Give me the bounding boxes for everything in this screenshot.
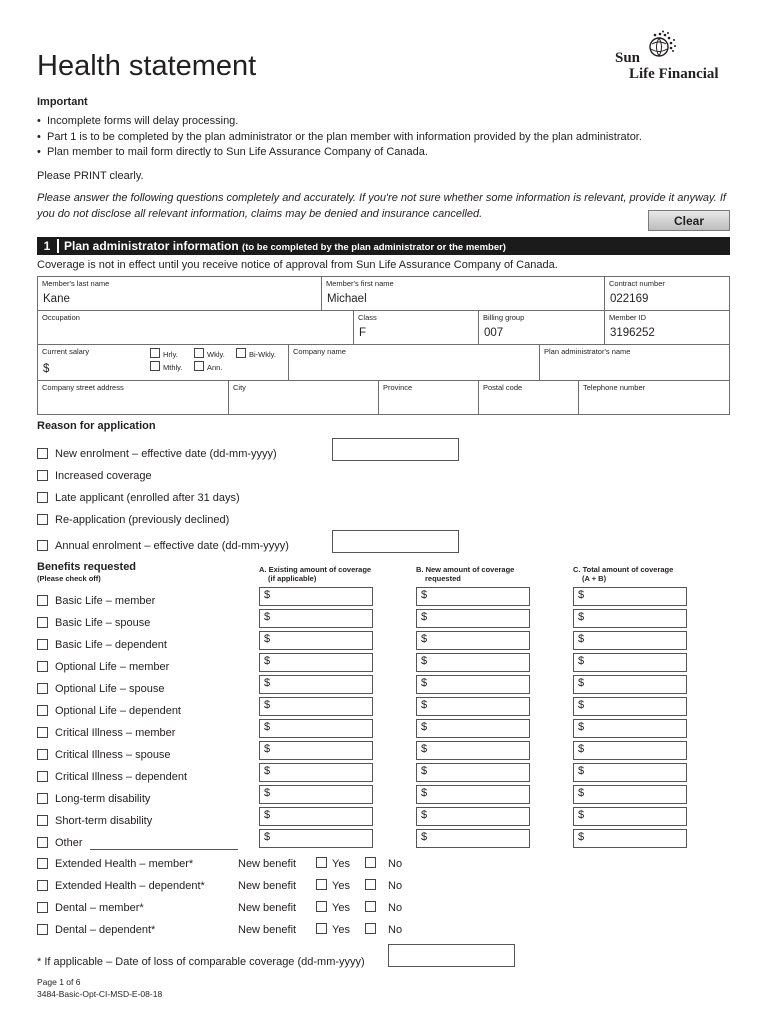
currency-symbol: $	[421, 765, 428, 777]
clear-button[interactable]: Clear	[648, 210, 730, 231]
currency-symbol: $	[578, 611, 585, 623]
yes-checkbox[interactable]	[316, 901, 327, 912]
coverage-notice: Coverage is not in effect until you receive notice of approval from Sun Life Assurance Company of Canada.	[37, 259, 558, 271]
total-amount-input[interactable]	[573, 609, 687, 628]
field-value: 007	[484, 327, 504, 339]
current-salary-field[interactable]	[37, 344, 289, 381]
benefit-checkbox[interactable]	[37, 661, 48, 672]
new-benefit-label: New benefit	[238, 902, 297, 914]
total-amount-input[interactable]	[573, 829, 687, 848]
yes-label: Yes	[332, 858, 350, 870]
late-applicant-checkbox[interactable]	[37, 492, 48, 503]
section-divider	[57, 239, 59, 253]
no-checkbox[interactable]	[365, 857, 376, 868]
plan-admin-name-field[interactable]	[539, 344, 730, 381]
annual-enrolment-date-input[interactable]	[332, 530, 459, 553]
total-amount-input[interactable]	[573, 785, 687, 804]
field-value: 3196252	[610, 327, 655, 339]
currency-symbol: $	[264, 677, 271, 689]
sun-life-logo	[612, 30, 737, 86]
currency-symbol: $	[264, 809, 271, 821]
field-label: Member's last name	[42, 279, 110, 288]
column-b-header	[416, 565, 514, 583]
currency-symbol: $	[421, 831, 428, 843]
annual-enrolment-checkbox[interactable]	[37, 540, 48, 551]
currency-symbol: $	[264, 831, 271, 843]
footnote: * If applicable – Date of loss of comparable coverage (dd-mm-yyyy)	[37, 956, 365, 968]
health-benefit-checkbox[interactable]	[37, 902, 48, 913]
no-label: No	[388, 924, 403, 936]
field-label: Province	[383, 383, 413, 392]
currency-symbol: $	[264, 721, 271, 733]
existing-amount-input[interactable]	[259, 785, 373, 804]
currency-symbol: $	[421, 699, 428, 711]
no-label: No	[388, 902, 403, 914]
column-header-line: A. Existing amount of coverage	[259, 565, 372, 574]
benefits-heading: Benefits requested	[37, 561, 137, 573]
existing-amount-input[interactable]	[259, 829, 373, 848]
field-label: Contract number	[609, 279, 665, 288]
page-title: Health statement	[37, 50, 257, 82]
no-label: No	[388, 880, 403, 892]
total-amount-input[interactable]	[573, 587, 687, 606]
new-amount-input[interactable]	[416, 785, 530, 804]
column-header-line: (if applicable)	[268, 574, 317, 583]
reason-label: Late applicant (enrolled after 31 days)	[55, 492, 240, 504]
existing-amount-input[interactable]	[259, 763, 373, 782]
existing-amount-input[interactable]	[259, 609, 373, 628]
field-label: Billing group	[483, 313, 525, 322]
benefit-label: Basic Life – spouse	[55, 617, 151, 629]
increased-coverage-checkbox[interactable]	[37, 470, 48, 481]
total-amount-input[interactable]	[573, 807, 687, 826]
sun-globe-icon	[644, 30, 678, 60]
footer	[37, 976, 162, 1000]
no-checkbox[interactable]	[365, 879, 376, 890]
member-id-field[interactable]	[604, 310, 730, 345]
biweekly-checkbox[interactable]	[236, 348, 246, 358]
total-amount-input[interactable]	[573, 653, 687, 672]
checkbox-label: Bi-Wkly.	[249, 350, 276, 359]
field-value: Kane	[43, 293, 70, 305]
important-heading: Important	[37, 96, 88, 108]
new-amount-input[interactable]	[416, 609, 530, 628]
column-header-line: C. Total amount of coverage	[573, 565, 674, 574]
new-benefit-label: New benefit	[238, 880, 297, 892]
yes-label: Yes	[332, 880, 350, 892]
currency-symbol: $	[421, 677, 428, 689]
health-benefit-label: Dental – dependent*	[55, 924, 156, 936]
column-header-line: (A + B)	[582, 574, 607, 583]
benefit-checkbox[interactable]	[37, 705, 48, 716]
existing-amount-input[interactable]	[259, 675, 373, 694]
print-clearly-note: Please PRINT clearly.	[37, 170, 144, 182]
page-number: Page 1 of 6	[37, 977, 81, 987]
checkbox-label: Ann.	[207, 363, 223, 372]
section-1-header	[37, 237, 730, 255]
total-amount-input[interactable]	[573, 719, 687, 738]
existing-amount-input[interactable]	[259, 741, 373, 760]
benefit-label: Short-term disability	[55, 815, 153, 827]
benefit-checkbox[interactable]	[37, 683, 48, 694]
new-benefit-label: New benefit	[238, 858, 297, 870]
new-amount-input[interactable]	[416, 675, 530, 694]
currency-symbol: $	[264, 787, 271, 799]
benefit-checkbox[interactable]	[37, 727, 48, 738]
benefit-checkbox[interactable]	[37, 793, 48, 804]
field-label: Class	[358, 313, 377, 322]
currency-symbol: $	[578, 655, 585, 667]
new-amount-input[interactable]	[416, 719, 530, 738]
new-amount-input[interactable]	[416, 631, 530, 650]
new-amount-input[interactable]	[416, 829, 530, 848]
new-enrolment-checkbox[interactable]	[37, 448, 48, 459]
existing-amount-input[interactable]	[259, 697, 373, 716]
field-label: Member's first name	[326, 279, 394, 288]
first-name-field[interactable]	[321, 276, 605, 311]
field-label: Company street address	[42, 383, 124, 392]
total-amount-input[interactable]	[573, 675, 687, 694]
benefit-checkbox[interactable]	[37, 749, 48, 760]
logo-line-2: Life Financial	[629, 66, 719, 82]
currency-symbol: $	[264, 655, 271, 667]
contract-number-field[interactable]	[604, 276, 730, 311]
column-header-line: requested	[425, 574, 461, 583]
field-label: Telephone number	[583, 383, 646, 392]
province-field[interactable]	[378, 380, 479, 415]
benefit-label: Optional Life – spouse	[55, 683, 165, 695]
bullet-item: • Part 1 is to be completed by the plan administrator or the plan member with information provided by the plan administrator.	[37, 130, 642, 146]
benefit-label: Optional Life – dependent	[55, 705, 181, 717]
no-checkbox[interactable]	[365, 923, 376, 934]
field-value: F	[359, 327, 367, 339]
hourly-checkbox[interactable]	[150, 348, 160, 358]
yes-label: Yes	[332, 924, 350, 936]
logo-line-1: Sun	[615, 50, 641, 66]
existing-amount-input[interactable]	[259, 653, 373, 672]
new-enrolment-date-input[interactable]	[332, 438, 459, 461]
currency-symbol: $	[421, 611, 428, 623]
benefit-checkbox[interactable]	[37, 617, 48, 628]
total-amount-input[interactable]	[573, 697, 687, 716]
field-label: Plan administrator's name	[544, 347, 631, 356]
total-amount-input[interactable]	[573, 763, 687, 782]
existing-amount-input[interactable]	[259, 587, 373, 606]
field-label: Occupation	[42, 313, 80, 322]
benefit-label: Basic Life – member	[55, 595, 156, 607]
billing-group-field[interactable]	[478, 310, 605, 345]
postal-code-field[interactable]	[478, 380, 579, 415]
currency-symbol: $	[578, 677, 585, 689]
benefit-checkbox[interactable]	[37, 595, 48, 606]
currency-symbol: $	[43, 363, 50, 375]
new-amount-input[interactable]	[416, 807, 530, 826]
city-field[interactable]	[228, 380, 379, 415]
currency-symbol: $	[421, 721, 428, 733]
column-a-header	[259, 565, 371, 583]
field-label: Company name	[293, 347, 346, 356]
field-label: Member ID	[609, 313, 647, 322]
annual-checkbox[interactable]	[194, 361, 204, 371]
reason-heading: Reason for application	[37, 420, 156, 432]
no-label: No	[388, 858, 403, 870]
health-benefit-label: Extended Health – dependent*	[55, 880, 205, 892]
existing-amount-input[interactable]	[259, 631, 373, 650]
currency-symbol: $	[421, 809, 428, 821]
new-amount-input[interactable]	[416, 587, 530, 606]
weekly-checkbox[interactable]	[194, 348, 204, 358]
last-name-field[interactable]	[37, 276, 322, 311]
loss-of-coverage-date-input[interactable]	[388, 944, 515, 967]
column-c-header	[573, 565, 673, 583]
checkbox-label: Mthly.	[163, 363, 183, 372]
benefits-subheading: (Please check off)	[37, 574, 101, 583]
new-amount-input[interactable]	[416, 741, 530, 760]
health-benefit-checkbox[interactable]	[37, 924, 48, 935]
health-benefit-label: Dental – member*	[55, 902, 144, 914]
reason-label: Annual enrolment – effective date (dd-mm-yyyy)	[55, 540, 289, 552]
new-amount-input[interactable]	[416, 763, 530, 782]
currency-symbol: $	[264, 699, 271, 711]
benefit-label: Basic Life – dependent	[55, 639, 167, 651]
field-label: Current salary	[42, 347, 90, 356]
section-subtitle: (to be completed by the plan administrator or the member)	[242, 242, 506, 253]
benefit-checkbox[interactable]	[37, 837, 48, 848]
new-benefit-label: New benefit	[238, 924, 297, 936]
currency-symbol: $	[578, 809, 585, 821]
health-benefit-label: Extended Health – member*	[55, 858, 194, 870]
currency-symbol: $	[578, 765, 585, 777]
checkbox-label: Wkly.	[207, 350, 225, 359]
currency-symbol: $	[578, 721, 585, 733]
benefit-label: Critical Illness – dependent	[55, 771, 188, 783]
company-name-field[interactable]	[288, 344, 540, 381]
telephone-field[interactable]	[578, 380, 730, 415]
new-amount-input[interactable]	[416, 653, 530, 672]
benefit-label: Optional Life – member	[55, 661, 170, 673]
currency-symbol: $	[578, 699, 585, 711]
street-address-field[interactable]	[37, 380, 229, 415]
benefit-label: Critical Illness – member	[55, 727, 176, 739]
health-benefit-checkbox[interactable]	[37, 858, 48, 869]
bullet-item: • Plan member to mail form directly to Sun Life Assurance Company of Canada.	[37, 145, 642, 161]
currency-symbol: $	[578, 589, 585, 601]
currency-symbol: $	[264, 765, 271, 777]
total-amount-input[interactable]	[573, 631, 687, 650]
checkbox-label: Hrly.	[163, 350, 178, 359]
benefit-label: Other	[55, 837, 83, 849]
no-checkbox[interactable]	[365, 901, 376, 912]
section-title	[64, 237, 506, 257]
instructions-text: Please answer the following questions completely and accurately. If you're not sure whether some information is relevant, provide it anyway. If you do not disclose all relevant information, claims may be denied and insurance cancelled.	[37, 192, 726, 220]
currency-symbol: $	[578, 787, 585, 799]
section-number: 1	[37, 237, 57, 255]
yes-label: Yes	[332, 902, 350, 914]
benefit-label: Long-term disability	[55, 793, 151, 805]
currency-symbol: $	[421, 655, 428, 667]
reason-label: Re-application (previously declined)	[55, 514, 230, 526]
field-label: City	[233, 383, 246, 392]
column-header-line: B. New amount of coverage	[416, 565, 515, 574]
reason-label: Increased coverage	[55, 470, 152, 482]
benefit-checkbox[interactable]	[37, 639, 48, 650]
occupation-field[interactable]	[37, 310, 354, 345]
currency-symbol: $	[578, 743, 585, 755]
yes-checkbox[interactable]	[316, 923, 327, 934]
currency-symbol: $	[421, 589, 428, 601]
monthly-checkbox[interactable]	[150, 361, 160, 371]
class-field[interactable]	[353, 310, 479, 345]
bullet-item: • Incomplete forms will delay processing.	[37, 114, 642, 130]
currency-symbol: $	[264, 743, 271, 755]
total-amount-input[interactable]	[573, 741, 687, 760]
section-title-text: Plan administrator information	[64, 239, 239, 253]
existing-amount-input[interactable]	[259, 807, 373, 826]
currency-symbol: $	[264, 633, 271, 645]
currency-symbol: $	[421, 633, 428, 645]
reason-label: New enrolment – effective date (dd-mm-yyyy)	[55, 448, 277, 460]
currency-symbol: $	[421, 787, 428, 799]
currency-symbol: $	[421, 743, 428, 755]
other-specify-line[interactable]	[90, 849, 238, 850]
health-benefit-checkbox[interactable]	[37, 880, 48, 891]
benefit-checkbox[interactable]	[37, 771, 48, 782]
yes-checkbox[interactable]	[316, 857, 327, 868]
field-label: Postal code	[483, 383, 523, 392]
currency-symbol: $	[578, 633, 585, 645]
currency-symbol: $	[264, 611, 271, 623]
field-value: 022169	[610, 293, 649, 305]
form-code: 3484-Basic-Opt-CI-MSD-E-08-18	[37, 989, 163, 999]
benefit-label: Critical Illness – spouse	[55, 749, 171, 761]
yes-checkbox[interactable]	[316, 879, 327, 890]
existing-amount-input[interactable]	[259, 719, 373, 738]
currency-symbol: $	[578, 831, 585, 843]
re-application-checkbox[interactable]	[37, 514, 48, 525]
field-value: Michael	[327, 293, 367, 305]
currency-symbol: $	[264, 589, 271, 601]
benefit-checkbox[interactable]	[37, 815, 48, 826]
new-amount-input[interactable]	[416, 697, 530, 716]
important-bullets	[37, 114, 642, 161]
